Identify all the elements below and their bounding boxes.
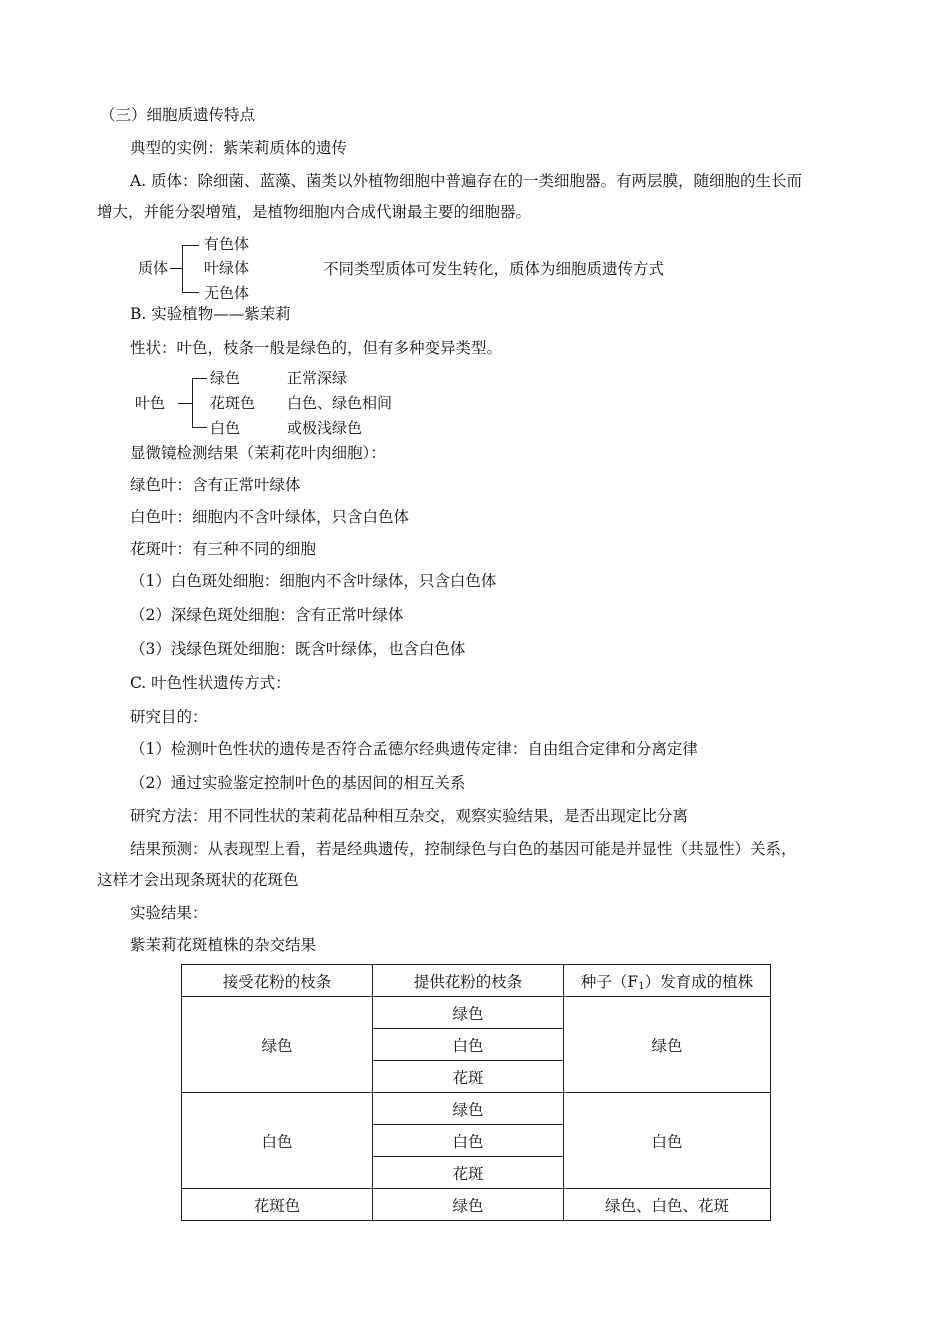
donor-cell: 绿色 <box>373 997 564 1029</box>
plastid-note: 不同类型质体可发生转化，质体为细胞质遗传方式 <box>323 260 665 278</box>
table-row <box>182 1093 771 1125</box>
table-row <box>182 1189 771 1221</box>
plastid-root-label: 质体 <box>138 259 169 277</box>
offspring-cell: 绿色 <box>564 997 771 1093</box>
plastid-brace <box>182 245 199 293</box>
donor-cell: 白色 <box>373 1029 564 1061</box>
plastid-definition-line1: A. 质体：除细菌、蓝藻、菌类以外植物细胞中普遍存在的一类细胞器。有两层膜，随细胞的生长而 <box>130 172 803 190</box>
cell-type-item: （1）白色斑处细胞：细胞内不含叶绿体，只含白色体 <box>130 572 497 590</box>
prediction-line2: 这样才会出现条斑状的花斑色 <box>97 871 299 889</box>
leaf-color-desc: 白色、绿色相间 <box>287 394 393 412</box>
microscope-heading: 显微镜检测结果（茉莉花叶肉细胞）： <box>130 444 386 462</box>
cell-type-item: （3）浅绿色斑处细胞：既含叶绿体，也含白色体 <box>130 640 466 658</box>
green-leaf-line: 绿色叶：含有正常叶绿体 <box>130 476 301 494</box>
leaf-color-name: 白色 <box>210 419 241 437</box>
purpose-heading: 研究目的： <box>130 708 208 726</box>
plastid-definition-line2: 增大，并能分裂增殖，是植物细胞内合成代谢最主要的细胞器。 <box>97 203 532 221</box>
donor-cell: 花斑 <box>373 1157 564 1189</box>
cell-type-item: （2）深绿色斑处细胞：含有正常叶绿体 <box>130 606 404 624</box>
result-heading: 实验结果： <box>130 904 208 922</box>
purpose-item: （2）通过实验鉴定控制叶色的基因间的相互关系 <box>130 774 466 792</box>
offspring-cell: 绿色、白色、花斑 <box>564 1189 771 1221</box>
receiver-cell: 白色 <box>182 1093 373 1189</box>
leaf-color-root-label: 叶色 <box>135 394 166 412</box>
donor-cell: 绿色 <box>373 1189 564 1221</box>
plastid-branch: 叶绿体 <box>204 259 250 277</box>
header-cell: 接受花粉的枝条 <box>182 965 373 997</box>
leaf-color-desc: 或极浅绿色 <box>287 419 363 437</box>
example-line: 典型的实例：紫茉莉质体的遗传 <box>130 139 348 157</box>
spotted-leaf-line: 花斑叶：有三种不同的细胞 <box>130 540 317 558</box>
donor-cell: 绿色 <box>373 1093 564 1125</box>
plastid-branch: 有色体 <box>204 235 250 253</box>
trait-line: 性状：叶色，枝条一般是绿色的，但有多种变异类型。 <box>130 339 503 357</box>
header-cell: 种子$(F_1)$发育成的植株 <box>564 965 771 997</box>
leaf-color-connector <box>178 403 192 404</box>
table-header-row <box>182 965 771 997</box>
plastid-connector <box>170 268 182 269</box>
white-leaf-line: 白色叶：细胞内不含叶绿体，只含白色体 <box>130 508 410 526</box>
method-line: 研究方法：用不同性状的茉莉花品种相互杂交，观察实验结果，是否出现定比分离 <box>130 807 689 825</box>
section-title: （三）细胞质遗传特点 <box>100 106 256 124</box>
prediction-line1: 结果预测：从表现型上看，若是经典遗传，控制绿色与白色的基因可能是并显性（共显性）关系， <box>130 840 797 858</box>
plant-title: B. 实验植物——紫茉莉 <box>130 305 291 323</box>
leaf-color-name: 花斑色 <box>210 394 256 412</box>
inheritance-heading: C. 叶色性状遗传方式： <box>130 674 291 692</box>
table-caption: 紫茉莉花斑植株的杂交结果 <box>130 936 317 954</box>
header-cell: 提供花粉的枝条 <box>373 965 564 997</box>
table-row <box>182 997 771 1029</box>
donor-cell: 白色 <box>373 1125 564 1157</box>
cross-results-table <box>181 964 771 1221</box>
leaf-color-brace <box>192 378 207 428</box>
donor-cell: 花斑 <box>373 1061 564 1093</box>
leaf-color-name: 绿色 <box>210 369 241 387</box>
offspring-cell: 白色 <box>564 1093 771 1189</box>
receiver-cell: 花斑色 <box>182 1189 373 1221</box>
receiver-cell: 绿色 <box>182 997 373 1093</box>
purpose-item: （1）检测叶色性状的遗传是否符合孟德尔经典遗传定律：自由组合定律和分离定律 <box>130 740 698 758</box>
plastid-branch: 无色体 <box>204 284 250 302</box>
leaf-color-desc: 正常深绿 <box>287 369 348 387</box>
